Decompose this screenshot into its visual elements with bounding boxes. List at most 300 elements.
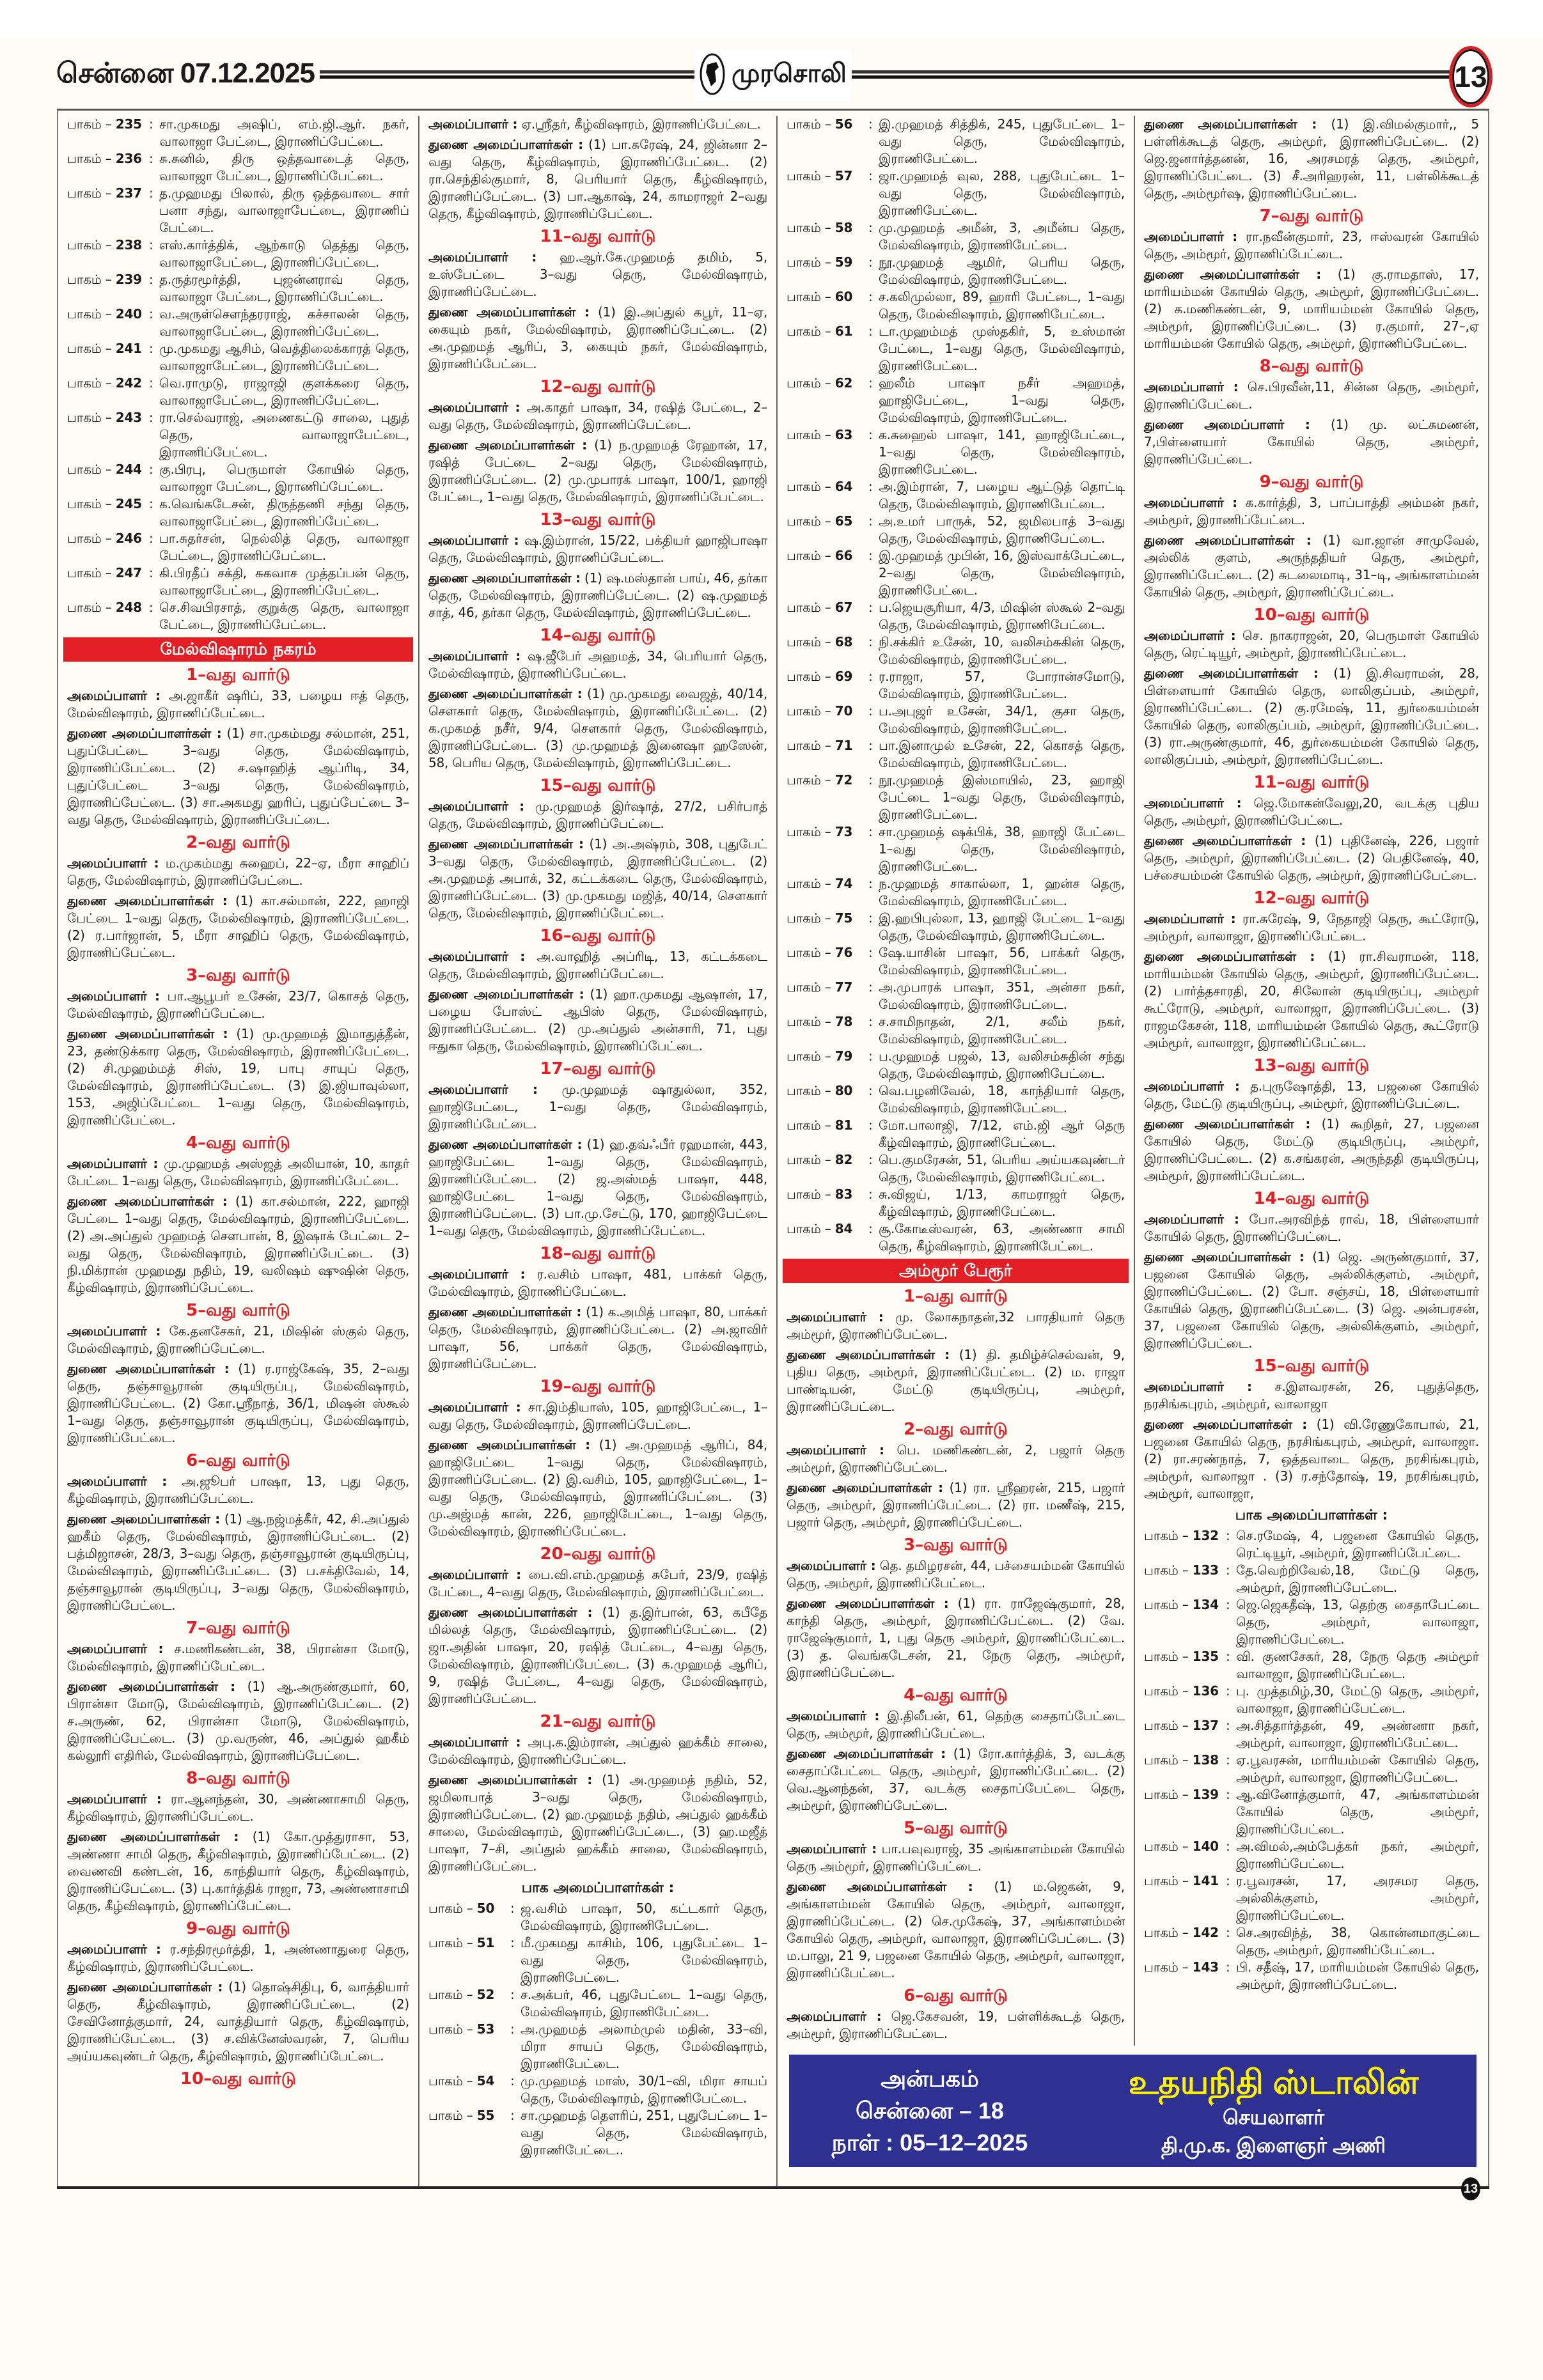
ward-heading: 9–வது வார்டு [1259, 472, 1364, 492]
organizer-entry [67, 1473, 409, 1507]
separator: : [149, 375, 153, 391]
organizer-details: ஷ.இம்ரான், 15/22, பக்தியர் ஹாஜிபாஷா தெரு, மேல்விஷாரம், இராணிப்பேட்டை. [428, 533, 767, 565]
bagam-no: 70 [834, 703, 853, 719]
bagam-entry [787, 772, 1125, 823]
organizer-entry [428, 304, 767, 373]
bagam-organizer: மு.முகமது ஆசிம், வெத்திலைக்காரத் தெரு, வாலாஜாபேட்டை, இராணிப்பேட்டை. [159, 341, 409, 373]
bagam-entry [787, 1117, 1125, 1151]
organizer-details: (1) கா.சல்மான், 222, ஹாஜி பேட்டை 1–வது தெரு, மேல்விஷாரம், இராணிப்பேட்டை. (2) அ.அப்துல் முஹமத் சௌபான், 8, இஷாக் பேட்டை 2–வது தெரு, மேல்விஷாரம், இராணிப்பேட்டை. (3) நி.மிக்ரான் முஹமது நதிம், 19, வலிஷம் ஷுஷின் தெரு, கீழ்விஷாரம், இராணிப்பேட்டை. [67, 1194, 410, 1295]
bagam-number: பாகம் – 55 [428, 2108, 495, 2123]
separator: : [510, 1987, 515, 2002]
bagam-no: 82 [834, 1152, 853, 1167]
bagam-label: பாகம் [67, 496, 102, 511]
bagam-number: பாகம் – 245 [67, 496, 142, 511]
separator: : [149, 185, 153, 201]
organizer-details: ச.இளவரசன், 26, புதுத்தெரு, நரசிங்கபுரம், அம்மூர், வாலாஜா [1144, 1379, 1479, 1412]
bagam-no: 246 [115, 531, 142, 546]
bagam-organizer: சு.விஜய், 1/13, காமராஜர் தெரு, கீழ்விஷாரம், இராணிபேட்டை. [879, 1186, 1125, 1219]
bagam-organizer: த.முஹமது பிலால், திரு ஒத்தவாடை சார் பனா சந்து, வாலாஜாபேட்டை, இராணிப் பேட்டை. [159, 185, 409, 235]
ward-heading: 12–வது வார்டு [1253, 889, 1370, 908]
bagam-entry [428, 1986, 767, 2021]
organizer-entry [1144, 378, 1479, 413]
bagam-organizer: பி. சதீஷ், 17, மாரியம்மன் கோயில் தெரு, அம்மூர், இராணிப்பேட்டை. [1236, 1959, 1479, 1992]
role-label: துணை அமைப்பாளர்கள் : [428, 1137, 583, 1152]
bagam-number: பாகம் – 78 [787, 1014, 853, 1029]
organizer-entry [1144, 627, 1479, 662]
separator: : [149, 116, 153, 132]
organizer-details: ம.முகம்மது சுஹைப், 22–ஏ, மீரா சாஹிப் தெரு, மேல்விஷாரம், இராணிப்பேட்டை. [67, 855, 409, 888]
organizer-entry [428, 1399, 767, 1433]
separator: : [868, 1117, 873, 1133]
organizer-details: அ.ஜூபர் பாஷா, 13, புது தெரு, கீழ்விஷாரம், இராணிப்பேட்டை. [67, 1474, 409, 1506]
bagam-entry [787, 323, 1125, 375]
bagam-label: பாகம் [787, 116, 821, 132]
bagam-no: 132 [1192, 1528, 1219, 1543]
bagam-no: 61 [834, 323, 853, 339]
bagam-no: 242 [115, 375, 142, 391]
bagam-label: பாகம் [67, 151, 102, 166]
organizer-entry [787, 1595, 1125, 1681]
organizer-details: (1) ஆ.அருண்குமார், 60, பிரான்சா மோடு, மேல்விஷாரம், இராணிப்பேட்டை. (2) ச.அருண், 62, பிரான்சா மோடு, மேல்விஷாரம், இராணிப்பேட்டை. (3) மு.வருண், 46, அப்துல் ஹகீம் கல்லூரி எதிரில், மேல்விஷாரம், இராணிப்பேட்டை. [67, 1679, 409, 1763]
bagam-no: 141 [1192, 1873, 1219, 1888]
bagam-number: பாகம் – 77 [787, 979, 853, 995]
bagam-organizer: ச.அக்பர், 46, புதுபேட்டை 1–வது தெரு, மேல்விஷாரம், இராணிபேட்டை. [521, 1987, 767, 2019]
separator: : [149, 565, 153, 580]
bagam-number: பாகம் – 246 [67, 531, 142, 546]
bagam-number: பாகம் – 57 [787, 168, 853, 183]
bagam-label: பாகம் [787, 634, 821, 649]
role-label: அமைப்பாளர் : [67, 1791, 162, 1807]
separator: : [868, 876, 873, 891]
bagam-no: 52 [476, 1987, 495, 2002]
bagam-number: பாகம் – 67 [787, 600, 853, 615]
organizer-entry [428, 1734, 767, 1768]
bagam-entry [1144, 1596, 1479, 1648]
organizer-entry [787, 1309, 1125, 1343]
role-label: துணை அமைப்பாளர்கள் : [1144, 116, 1317, 132]
footer-page-number: 13 [1461, 2177, 1480, 2200]
organizer-details: (1) ர.ராஜ்கேஷ், 35, 2–வது தெரு, தஞ்சாவூரான் குடியிருப்பு, மேல்விஷாரம், இராணிப்பேட்டை. (2) கோ.ஸ்ரீநாத், 36/1, மிஷன் ஸ்கூல் 1–வது தெரு, தஞ்சாவூரான் குடியிருப்பு, மேல்விஷாரம், இராணிப்பேட்டை. [67, 1361, 409, 1445]
bagam-entry [67, 409, 409, 461]
bagam-organizer: செ.ரமேஷ், 4, பஜனை கோயில் தெரு, ரெட்டியூர், அம்மூர், இராணிப்பேட்டை. [1236, 1528, 1479, 1560]
bagam-entry [67, 150, 409, 185]
bagam-entry [1144, 1527, 1479, 1562]
separator: : [1226, 1562, 1230, 1578]
bagam-number: பாகம் – 241 [67, 341, 142, 356]
bagam-no: 140 [1192, 1839, 1219, 1854]
bagam-organizer: க.சுஹைல் பாஷா, 141, ஹாஜிபேட்டை, 1–வது தெரு, மேல்விஷாரம், இராணிபேட்டை. [879, 427, 1125, 477]
bagam-no: 241 [115, 341, 142, 356]
separator: : [868, 1048, 873, 1064]
organizer-details: (1) இ.விமல்குமார்,, 5 பள்ளிக்கூடத் தெரு, அம்மூர், இராணிப்பேட்டை. (2) ஜெ.ஜனார்த்தனன், 16, அரசமரத் தெரு, அம்மூர், இராணிப்பேட்டை. (3) சீ.அரிஹரன், 11, பள்லிக்கூடத் தெரு, அம்மூர்ஷ, இராணிப்பேட்டை. [1144, 116, 1479, 201]
organizer-entry [67, 725, 409, 828]
bagam-number: பாகம் – 70 [787, 703, 853, 719]
organizer-entry [1144, 1416, 1479, 1502]
ward-heading: 11–வது வார்டு [1253, 773, 1370, 792]
bagam-entry [1144, 1786, 1479, 1838]
separator: : [149, 151, 153, 166]
bagam-organizer: ஜ.வசிம் பாஷா, 50, கட்டகார் தெரு, மேல்விஷாரம், இராணிபேட்டை. [521, 1901, 767, 1933]
role-label: துணை அமைப்பாளர்கள் : [428, 1605, 593, 1620]
separator: : [868, 1221, 873, 1236]
role-label: அமைப்பாளர் : [67, 1641, 164, 1656]
organizer-details: (1) சா.முகம்மது சல்மான், 251, புதுப்பேட்டை 3–வது தெரு, மேல்விஷாரம், இராணிப்பேட்டை. (2) ச.ஷாஹித் ஆப்ரிடி, 34, புதுப்பேட்டை 3–வது தெரு, மேல்விஷாரம், இராணிப்பேட்டை. (3) சா.அகமது ஹரிப், புதுப்பேட்டை 3–வது தெரு, மேல்விஷாரம், இராணிப்பேட்டை. [67, 726, 409, 827]
role-label: அமைப்பாளர் : [67, 1323, 161, 1339]
organizer-entry [67, 1678, 409, 1764]
separator: : [868, 738, 873, 753]
bagam-label: பாகம் [67, 565, 102, 580]
bagam-number: பாகம் – 68 [787, 634, 853, 649]
bagam-label: பாகம் [787, 1048, 821, 1064]
organizer-entry [1144, 665, 1479, 768]
bagam-entry [787, 426, 1125, 478]
organizer-details: போ.அரவிந்த் ராவ், 18, பிள்ளையார் கோயில் தெரு, இராணிப்பேட்டை. [1144, 1211, 1479, 1244]
organizer-details: (1) வி.ரேணுகோபால், 21, பஜனை கோயில் தெரு, நரசிங்கபுரம், அம்மூர், வாலாஜா. (2) ரா.சரண்நாத், 7, ஒத்தவாடை தெரு, நரசிங்கபுரம், அம்மூர், வாலாஜா . (3) ர.சந்தோஷ், 19, நரசிங்கபுரம், அம்மூர், வாலாஜா, [1144, 1417, 1479, 1501]
organizer-entry [67, 988, 409, 1022]
subsection-heading: பாக அமைப்பாளர்கள் : [521, 1880, 675, 1896]
role-label: துணை அமைப்பாளர்கள் : [428, 986, 584, 1002]
role-label: அமைப்பாளர் : [787, 1708, 880, 1723]
ward-heading: 15–வது வார்டு [540, 776, 656, 795]
bagam-entry [787, 219, 1125, 254]
bagam-organizer: சு.சுனில், திரு ஒத்தவாடைத் தெரு, வாலாஜா பேட்டை, இராணிப்பேட்டை. [159, 151, 409, 183]
bagam-number: பாகம் – 135 [1144, 1649, 1219, 1664]
bagam-label: பாகம் [1144, 1649, 1179, 1664]
office-city: சென்னை – 18 [856, 2097, 1004, 2124]
role-label: அமைப்பாளர் : [1144, 795, 1242, 811]
bagam-label: பாகம் [787, 513, 821, 529]
organizer-details: அ.ஜாகீர் ஷரிப், 33, பழைய ஈத் தெரு, மேல்விஷாரம், இராணிப்பேட்டை. [67, 688, 409, 720]
bagam-number: பாகம் – 242 [67, 375, 142, 391]
bagam-organizer: மு.முஹமத் மாஸ், 30/1–வி, மிரா சாயப் தெரு, மேல்விஷாரம், இராணிபேட்டை. [521, 2073, 767, 2106]
role-label: துணை அமைப்பாளர்கள் : [1144, 1249, 1304, 1264]
bagam-label: பாகம் [67, 116, 102, 132]
bagam-organizer: இ.முஹமத் முபின், 16, இஸ்வாக்பேட்டை, 2–வது தெரு, மேல்விஷாரம், இராணிபேட்டை. [879, 548, 1125, 598]
organizer-details: த.புருஷோத்தி, 13, பஜனை கோயில் தெரு, மேட்டு குடியிருப்பு, அம்மூர், இராணிப்பேட்டை. [1144, 1078, 1479, 1111]
ward-heading: 5–வது வார்டு [186, 1301, 290, 1320]
bagam-number: பாகம் – 136 [1144, 1683, 1219, 1699]
bagam-entry [787, 116, 1125, 167]
bagam-entry [1144, 1872, 1479, 1924]
bagam-number: பாகம் – 56 [787, 116, 853, 132]
ward-heading: 11–வது வார்டு [540, 227, 656, 246]
role-label: அமைப்பாளர் : [787, 1442, 884, 1458]
organizer-entry [1144, 116, 1479, 202]
organizer-entry [787, 1840, 1125, 1875]
bagam-label: பாகம் [1144, 1925, 1179, 1940]
column-4 [1134, 116, 1488, 2046]
organizer-details: க.கார்த்தி, 3, பாப்பாத்தி அம்மன் நகர், அம்மூர், இராணிப்பேட்டை. [1144, 495, 1479, 527]
organizer-entry [428, 570, 767, 621]
bagam-entry [428, 1934, 767, 1986]
organizer-entry [67, 1155, 409, 1190]
sponsor-address [789, 2055, 1070, 2167]
bagam-number: பாகம் – 52 [428, 1987, 495, 2002]
organizer-details: (1) மு.முகமது வைஜத், 40/14, சௌகார் தெரு, மேல்விஷாரம், இராணிப்பேட்டை. (2) க.முகமத் நசீர், 9/4, சௌகார் தெரு, மேல்விஷாரம், இராணிப்பேட்டை. (3) மு.முஹமத் இனைஷா ஹஸேன், 58, பெரிய தெரு, மேல்விஷாரம், இராணிப்பேட்டை. [428, 686, 767, 770]
bagam-number: பாகம் – 58 [787, 220, 853, 235]
ward-heading: 15–வது வார்டு [1253, 1357, 1370, 1376]
separator: : [868, 600, 873, 615]
organizer-entry [428, 836, 767, 922]
bagam-label: பாகம் [428, 1901, 463, 1916]
role-label: அமைப்பாளர் : [67, 1156, 159, 1171]
organizer-entry [428, 116, 767, 133]
bagam-no: 81 [834, 1117, 853, 1133]
bagam-entry [787, 703, 1125, 737]
separator: : [1226, 1649, 1230, 1664]
organizer-details: தெ. தமிழரசன், 44, பச்சையம்மன் கோயில் தெரு, அம்மூர், இராணிப்பேட்டை. [787, 1558, 1125, 1591]
organizer-entry [428, 648, 767, 682]
bagam-organizer: த.ருத்ரமூர்த்தி, புஜன்னராவ் தெரு, வாலாஜா பேட்டை, இராணிப்பேட்டை. [159, 272, 409, 304]
bagam-entry [428, 2073, 767, 2107]
bagam-entry [787, 547, 1125, 599]
bagam-label: பாகம் [1144, 1683, 1179, 1699]
bagam-organizer: ப.ஜெயசூரியா, 4/3, மிஷின் ஸ்கூல் 2–வது தெரு, மேல்விஷாரம், இராணிபேட்டை. [879, 600, 1125, 632]
bagam-entry [1144, 1959, 1479, 1993]
bagam-number: பாகம் – 53 [428, 2021, 495, 2037]
organizer-entry [1144, 948, 1479, 1052]
organizer-entry [428, 437, 767, 506]
organizer-entry [1144, 1116, 1479, 1185]
bagam-organizer: அ.விமல்,அம்பேத்கர் நகர், அம்மூர், இராணிப்பேட்டை. [1236, 1839, 1479, 1871]
organizer-details: பா.ஆபூபர் உசேன், 23/7, கொசத் தெரு, மேல்விஷாரம், இராணிப்பேட்டை. [67, 988, 409, 1021]
separator: : [149, 600, 153, 615]
separator: : [149, 531, 153, 546]
bagam-entry [1144, 1562, 1479, 1596]
role-label: துணை அமைப்பாளர்கள் : [787, 1347, 950, 1362]
bagam-entry [787, 875, 1125, 910]
bagam-number: பாகம் – 140 [1144, 1839, 1219, 1854]
bagam-number: பாகம் – 83 [787, 1186, 853, 1202]
role-label: அமைப்பாளர் : [67, 855, 159, 871]
organizer-entry [67, 1360, 409, 1447]
separator: : [868, 1083, 873, 1098]
bagam-label: பாகம் [67, 462, 102, 477]
separator: : [868, 254, 873, 270]
bagam-label: பாகம் [1144, 1718, 1179, 1733]
bagam-organizer: வெ.பழனிவேல், 18, காந்தியார் தெரு, மேல்விஷாரம், இராணிபேட்டை. [879, 1083, 1125, 1116]
role-label: துணை அமைப்பாளர்கள் : [1144, 833, 1306, 848]
ward-heading: 18–வது வார்டு [540, 1244, 656, 1263]
bagam-number: பாகம் – 51 [428, 1935, 495, 1950]
role-label: அமைப்பாளர் : [67, 1474, 168, 1489]
role-label: துணை அமைப்பாளர்கள் : [428, 836, 584, 852]
organizer-details: அ.காதர் பாஷா, 34, ரஷித் பேட்டை, 2–வது தெரு, மேல்விஷாரம், இராணிப்பேட்டை. [428, 400, 767, 432]
bagam-number: பாகம் – 66 [787, 548, 853, 563]
organizer-details: ரா.நவீன்குமார், 23, ஈஸ்வரன் கோயில் தெரு, அம்மூர், இராணிப்பேட்டை. [1144, 229, 1479, 261]
organizer-entry [67, 1511, 409, 1614]
separator: : [1226, 1959, 1230, 1975]
organizer-details: (1) க.அமித் பாஷா, 80, பாக்கர் தெரு, மேல்விஷாரம், இராணிப்பேட்டை. (2) அ.ஜாவிர் பாஷா, 56, பாக்கர் தெரு, மேல்விஷாரம், இராணிப்பேட்டை. [428, 1304, 767, 1371]
bagam-label: பாகம் [787, 703, 821, 719]
organizer-details: (1) பா.சுரேஷ், 24, ஜின்னா 2–வது தெரு, கீழ்விஷாரம், இராணிப்பேட்டை. (2) ரா.செந்தில்குமார், 8, பெரியார் தெரு, கீழ்விஷாரம், இராணிப்பேட்டை. (3) பா.ஆகாஷ், 24, காமராஜர் 2–வது தெரு, கீழ்விஷாரம், இராணிப்பேட்டை. [428, 137, 767, 221]
separator: : [868, 945, 873, 960]
bagam-organizer: சூ.கோடீஸ்வரன், 63, அண்ணா சாமி தெரு, கீழ்விஷாரம், இராணிபேட்டை. [879, 1221, 1125, 1254]
bagam-entry [787, 1013, 1125, 1048]
bagam-number: பாகம் – 74 [787, 876, 853, 891]
footer-rule [57, 2186, 1489, 2189]
bagam-no: 239 [115, 272, 142, 287]
bagam-organizer: வி. குணசேகர், 28, நேரு தெரு அம்மூர் வாலாஜா, இராணிப்பேட்டை. [1236, 1649, 1479, 1681]
bagam-label: பாகம் [67, 531, 102, 546]
role-label: துணை அமைப்பாளர்கள் : [67, 1679, 235, 1694]
organizer-entry [787, 1878, 1125, 1982]
ward-heading: 4–வது வார்டு [904, 1686, 1008, 1705]
organizer-details: (1) த.இர்பான், 63, கபீதே மில்லத் தெரு, மேல்விஷாரம், இராணிப்பேட்டை. (2) ஜா.அதின் பாஷா, 20, ரஷித் பேட்டை, 4–வது தெரு, மேல்விஷாரம், இராணிப்பேட்டை. (3) க.முஹமத் ஆரிப், 9, ரஷித் பேட்டை, 4–வது தெரு, மேல்விஷாரம், இராணிப்பேட்டை. [428, 1605, 767, 1706]
separator: : [868, 824, 873, 839]
ward-heading: 2–வது வார்டு [186, 833, 290, 852]
ward-heading: 13–வது வார்டு [1253, 1056, 1370, 1075]
bagam-organizer: பெ.குமரேசன், 51, பெரிய அய்யகவுண்டர் தெரு, மேல்விஷாரம், இராணிபேட்டை. [879, 1152, 1125, 1185]
role-label: அமைப்பாளர் : [1144, 379, 1239, 394]
separator: : [868, 772, 873, 788]
ward-heading: 6–வது வார்டு [904, 1986, 1008, 2005]
organizer-entry [1144, 832, 1479, 884]
organizer-entry [428, 249, 767, 300]
bagam-organizer: மு.முஹமத் அமீன், 3, அமீன்ப தெரு, மேல்விஷாரம், இராணிபேட்டை. [879, 220, 1125, 253]
ward-heading: 10–வது வார்டு [180, 2069, 296, 2088]
section-banner: அம்மூர் பேரூர் [783, 1259, 1129, 1283]
bagam-organizer: நூ.முஹமத் ஆமிர், பெரிய தெரு, மேல்விஷாரம், இராணிபேட்டை. [879, 254, 1125, 287]
signatory-role: செயலாளர் [1223, 2106, 1324, 2129]
separator: : [149, 462, 153, 477]
separator: : [868, 116, 873, 132]
bagam-entry [787, 1186, 1125, 1220]
separator: : [1226, 1873, 1230, 1888]
organizer-details: செ.பிரவீன்,11, சின்ன தெரு, அம்மூர், இராணிப்பேட்டை. [1144, 379, 1479, 412]
organizer-details: இ.திலீபன், 61, தெற்கு சைதாப்பேட்டை தெரு, அம்மூர், இராணிப்பேட்டை. [787, 1708, 1125, 1741]
bagam-label: பாகம் [787, 824, 821, 839]
organizer-details: (1) மு.முஹமத் இமாதுத்தீன், 23, தண்டுக்கார தெரு, மேல்விஷாரம், இராணிப்பேட்டை. (2) சி.முஹம்மத் சிஸ், 19, பாபு சாயுப் தெரு, மேல்விஷாரம், இராணிப்பேட்டை. (3) இ.ஜியாவுல்லா, 153, அஜிப்பேட்டை 1–வது தெரு, மேல்விஷாரம், இராணிப்பேட்டை. [67, 1026, 409, 1128]
bagam-number: பாகம் – 81 [787, 1117, 853, 1133]
bagam-label: பாகம் [787, 876, 821, 891]
bagam-no: 50 [476, 1901, 495, 1916]
role-label: அமைப்பாளர் : [428, 533, 519, 548]
organizer-details: பெ. மணிகண்டன், 2, பஜார் தெரு அம்மூர், இராணிப்பேட்டை. [787, 1442, 1125, 1475]
bagam-entry [787, 944, 1125, 979]
separator: : [868, 513, 873, 529]
role-label: அமைப்பாளர் : [1144, 229, 1238, 244]
ward-heading: 6–வது வார்டு [186, 1451, 290, 1470]
organizer-entry [67, 892, 409, 961]
bagam-organizer: ச.கலிமுல்லா, 89, ஹாரி பேட்டை, 1–வது தெரு, மேல்விஷாரம், இராணிபேட்டை. [879, 289, 1125, 322]
organizer-details: மு.முஹமத் அஸ்ஜத் அலியான், 10, காதர் பேட்டை 1–வது தெரு, மேல்விஷாரம், இராணிப்பேட்டை. [67, 1156, 409, 1188]
organizer-entry [67, 855, 409, 889]
organizer-entry [428, 1136, 767, 1240]
separator: : [868, 910, 873, 926]
bagam-entry [787, 599, 1125, 634]
role-label: துணை அமைப்பாளர்கள் : [1144, 533, 1312, 548]
bagam-organizer: இ.ஹபிபுல்லா, 13, ஹாஜி பேட்டை 1–வது தெரு, மேல்விஷாரம், இராணிபேட்டை. [879, 910, 1125, 943]
bagam-entry [787, 478, 1125, 513]
bagam-entry [787, 634, 1125, 668]
organizer-entry [1144, 795, 1479, 829]
organizer-details: (1) ஆ.நஜ்மத்கீர், 42, சி.அப்துல் ஹகீம் தெரு, மேல்விஷாரம், இராணிப்பேட்டை. (2) பத்மிஜாசன், 28/3, 3–வது தெரு, தஞ்சாவூரான் குடியிருப்பு, மேல்விஷாரம், இராணிப்பேட்டை. (3) ப.சக்திவேல், 14, தஞ்சாவூரான் குடியிருப்பு, 3–வது தெரு, மேல்விஷாரம், இராணிப்பேட்டை. [67, 1511, 409, 1613]
bagam-label: பாகம் [787, 979, 821, 995]
role-label: அமைப்பாளர் : [428, 1082, 538, 1097]
organizer-details: அ.வாஹித் அப்ரிடி, 13, கட்டக்கடை தெரு, மேல்விஷாரம், இராணிப்பேட்டை. [428, 949, 767, 981]
role-label: துணை அமைப்பாளர்கள் : [787, 1480, 943, 1495]
separator: : [149, 237, 153, 253]
bagam-entry [67, 530, 409, 564]
bagam-organizer: ஜா.முஹமத் வுல, 288, புதுபேட்டை 1–வது தெரு, மேல்விஷாரம், இராணிபேட்டை. [879, 168, 1125, 218]
newspaper-name: முரசொலி [732, 59, 847, 88]
bagam-no: 247 [115, 565, 142, 580]
role-label: அமைப்பாளர் : [787, 1558, 876, 1573]
bagam-entry [1144, 1717, 1479, 1752]
organizer-entry [67, 1791, 409, 1825]
bagam-organizer: க.வெங்கடேசன், திருத்தணி சந்து தெரு, வாலாஜாபேட்டை, இராணிப்பேட்டை. [159, 496, 409, 529]
bagam-label: பாகம் [787, 323, 821, 339]
bagam-label: பாகம் [1144, 1528, 1179, 1543]
bagam-no: 71 [834, 738, 853, 753]
bagam-no: 60 [834, 289, 853, 304]
bagam-organizer: ஆ.வினோத்குமார், 47, அங்காளம்மன் கோயில் தெரு, அம்மூர், இராணிப்பேட்டை. [1236, 1787, 1479, 1837]
bagam-no: 235 [115, 116, 142, 132]
organizer-details: (1) கு.ராமதாஸ், 17, மாரியம்மன் கோயில் தெரு, அம்மூர், இராணிப்பேட்டை. (2) க.மணிகண்டன், 9, மாரியம்மன் கோயில் தெரு, அம்மூர், இராணிப்பேட்டை. (3) ர.குமார், 27–,ஏ மாரியம்மன் கோயில் தெரு, அம்மூர், இராணிப்பேட்டை. [1144, 267, 1479, 351]
ward-heading: 14–வது வார்டு [1253, 1189, 1370, 1208]
organizer-entry [67, 1941, 409, 1975]
organizer-details: (1) தொஷ்சிதிபு, 6, வாத்தியார் தெரு, கீழ்விஷாரம், இராணிப்பேட்டை. (2) சேவினோத்குமார், 24, வாத்தியார் தெரு, கீழ்விஷாரம், இராணிப்பேட்டை. (3) ச.விக்னேஸ்வரன், 7, பெரிய அய்யகவுண்டர் தெரு, கீழ்விஷாரம், இராணிப்பேட்டை. [67, 1979, 409, 2064]
organizer-details: ஜெ.கேசவன், 19, பள்ளிக்கூடத் தெரு, அம்மூர், இராணிப்பேட்டை. [787, 2009, 1125, 2041]
organizer-entry [1144, 1378, 1479, 1413]
separator: : [868, 1152, 873, 1167]
bagam-no: 56 [834, 116, 853, 132]
role-label: அமைப்பாளர் : [67, 1941, 161, 1957]
ward-heading: 3–வது வார்டு [186, 966, 290, 985]
separator: : [868, 479, 873, 494]
bagam-organizer: சா.முஹமத் தெளரிப், 251, புதுபேட்டை 1–வது தெரு, மேல்விஷாரம், இராணிபேட்டை.. [521, 2108, 767, 2158]
bagam-organizer: ப.அபுஜர் உசேன், 34/1, குசா தெரு, மேல்விஷாரம், இராணிபேட்டை. [879, 703, 1125, 736]
bagam-label: பாகம் [787, 1221, 821, 1236]
bagam-entry [1144, 1838, 1479, 1872]
bagam-no: 59 [834, 254, 853, 270]
bagam-no: 54 [476, 2073, 495, 2088]
ward-heading: 2–வது வார்டு [904, 1420, 1008, 1439]
column-2 [418, 116, 776, 2186]
bagam-number: பாகம் – 65 [787, 513, 853, 529]
bagam-entry [67, 340, 409, 375]
organizer-details: (1) ஹா.முகமது ஆஷான், 17, பழைய போஸ்ட் ஆபிஸ் தெரு, மேல்விஷாரம், இராணிப்பேட்டை. (2) மு.அப்துல் அன்சாரி, 71, புது ஈதுகா தெரு, மேல்விஷாரம், இராணிப்பேட்டை. [428, 986, 767, 1054]
bagam-label: பாகம் [67, 272, 102, 287]
organizer-entry [787, 1745, 1125, 1814]
organizer-details: (1) ரா.சிவராமன், 118, மாரியம்மன் கோயில் தெரு, அம்மூர், இராணிப்பேட்டை. (2) பார்த்தசாரதி, 20, சிலோன் குடியிருப்பு, அம்மூர் கூட்ரோடு, அம்மூர், வாலாஜா, இராணிப்பேட்டை. (3) ராஜமகேசன், 118, மாரியம்மன் கோயில் தெரு, கூட்ரோடு அம்மூர், வாலாஜா, இராணிப்பேட்டை. [1144, 949, 1479, 1050]
role-label: அமைப்பாளர் : [1144, 1379, 1252, 1394]
separator: : [868, 323, 873, 339]
bagam-number: பாகம் – 244 [67, 462, 142, 477]
bagam-label: பாகம் [787, 738, 821, 753]
role-label: துணை அமைப்பாளர்கள் : [1144, 1116, 1311, 1132]
organizer-entry [428, 798, 767, 832]
bagam-label: பாகம் [67, 237, 102, 253]
bagam-number: பாகம் – 137 [1144, 1718, 1219, 1733]
organizer-details: ர.வசிம் பாஷா, 481, பாக்கர் தெரு, மேல்விஷாரம், இராணிப்பேட்டை. [428, 1266, 767, 1299]
right-columns [776, 116, 1488, 2186]
bagam-organizer: மோ.பாலாஜி, 7/12, எம்.ஜி ஆர் தெரு கீழ்விஷாரம், இராணிபேட்டை. [879, 1117, 1125, 1150]
bagam-number: பாகம் – 134 [1144, 1597, 1219, 1612]
role-label: துணை அமைப்பாளர்கள் : [428, 686, 583, 701]
bagam-organizer: தே.வெற்றிவேல்,18, மேட்டு தெரு, அம்மூர், இராணிப்பேட்டை. [1236, 1562, 1479, 1595]
bagam-label: பாகம் [787, 289, 821, 304]
organizer-entry [428, 1566, 767, 1601]
organizer-details: மு. லோகநாதன்,32 பாரதியார் தெரு அம்மூர், இராணிப்பேட்டை. [787, 1309, 1125, 1342]
bagam-label: பாகம் [1144, 1873, 1179, 1888]
bagam-number: பாகம் – 50 [428, 1901, 495, 1916]
masthead [694, 50, 852, 101]
bagam-organizer: அ.உமர் பாருக், 52, ஜமிலபாத் 3–வது தெரு, மேல்விஷாரம், இராணிபேட்டை. [879, 513, 1125, 546]
bagam-number: பாகம் – 236 [67, 151, 142, 166]
bagam-number: பாகம் – 133 [1144, 1562, 1219, 1578]
